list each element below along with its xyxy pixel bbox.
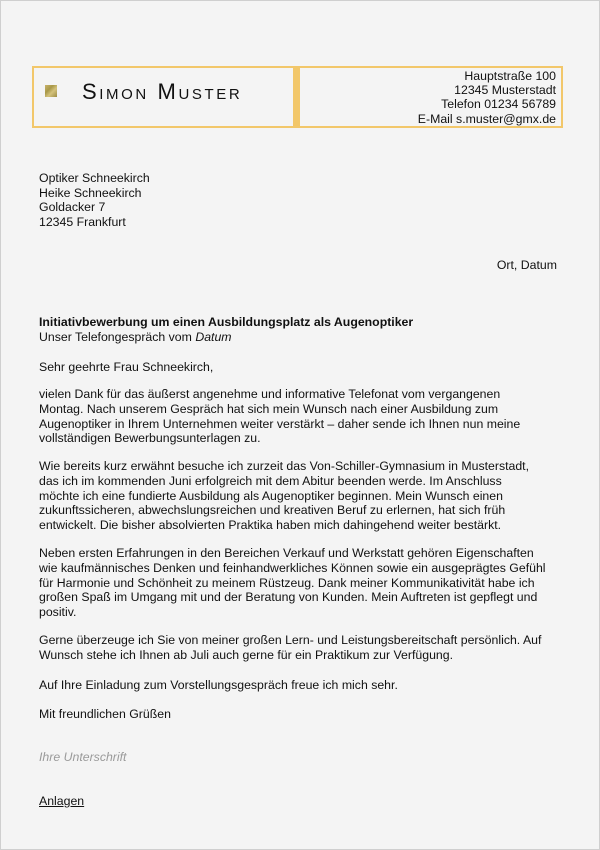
sender-phone: Telefon 01234 56789: [441, 97, 556, 112]
place-date: Ort, Datum: [496, 258, 557, 272]
paragraph-line: für Harmonie und Schönheit zu meinem Rüstzeug. Dank meiner Kommunikativität habe ich: [39, 575, 535, 590]
recipient-person: Heike Schneekirch: [39, 185, 142, 200]
subject-title: Initiativbewerbung um einen Ausbildungsplatz als Augenoptiker: [39, 315, 414, 329]
sender-street: Hauptstraße 100: [464, 69, 556, 83]
sender-name: Simon Muster: [82, 79, 243, 104]
paragraph-5: [39, 678, 569, 693]
paragraph-line: Wunsch stehe ich Ihnen ab Juli auch gerne für ein Praktikum zur Verfügung.: [39, 647, 454, 662]
paragraph-line: vollständigen Bewerbungsunterlagen zu.: [39, 431, 261, 446]
recipient-street: Goldacker 7: [39, 200, 106, 215]
closing-line: Mit freundlichen Grüßen: [39, 707, 171, 721]
subject-reference-prefix: Unser Telefongespräch vom: [39, 330, 196, 344]
paragraph-line: Montag. Nach unserem Gespräch hat sich mein Wunsch nach einer Ausbildung zum: [39, 401, 499, 416]
sender-email: E-Mail s.muster@gmx.de: [417, 111, 556, 126]
paragraph-line: großen Spaß im Umgang mit und der Beratung von Kunden. Mein Auftreten ist gepflegt und: [39, 590, 538, 605]
paragraph-3: [39, 546, 569, 620]
letterhead-divider: [293, 68, 300, 126]
paragraph-2: [39, 459, 569, 533]
attachments-label: Anlagen: [39, 794, 85, 808]
sender-contact: [418, 69, 556, 126]
signature-placeholder: Ihre Unterschrift: [39, 750, 127, 764]
recipient-city: 12345 Frankfurt: [39, 214, 126, 229]
paragraph-line: entwickelt. Die bisher absolvierten Praktika haben mich dahingehend weiter bestärkt.: [39, 518, 502, 533]
closing: [39, 707, 569, 722]
recipient-address: [39, 171, 150, 229]
paragraph-4: [39, 633, 569, 663]
paragraph-line: Wie bereits kurz erwähnt besuche ich zurzeit das Von-Schiller-Gymnasium in Musterstadt,: [39, 459, 530, 473]
paragraph-line: Neben ersten Erfahrungen in den Bereichen Verkauf und Werkstatt gehören Eigenschaften: [39, 546, 534, 560]
paragraph-1: [39, 387, 569, 446]
letterhead-contact-section: [300, 68, 561, 126]
recipient-company: Optiker Schneekirch: [39, 171, 150, 185]
paragraph-line: Augenoptiker in Ihrem Unternehmen weiter verstärkt – daher sende ich Ihnen nun meine: [39, 416, 521, 431]
subject-reference-date: Datum: [195, 330, 232, 344]
sender-city: 12345 Musterstadt: [454, 83, 556, 98]
paragraph-line: zukunftssicheren, abwechslungsreichen und kreativen Beruf zu erlernen, hat sich früh: [39, 503, 506, 518]
gold-square-icon: [45, 85, 57, 97]
paragraph-line: Gerne überzeuge ich Sie von meiner großen Lern- und Leistungsbereitschaft persönlich. Auf: [39, 633, 542, 647]
letterhead-box: [32, 66, 563, 128]
letterhead-name-section: [34, 68, 293, 126]
salutation: Sehr geehrte Frau Schneekirch,: [39, 360, 214, 374]
paragraph-line: möchte ich eine fundierte Ausbildung als Augenoptiker beginnen. Mein Wunsch einen: [39, 488, 503, 503]
paragraph-line: Auf Ihre Einladung zum Vorstellungsgespräch freue ich mich sehr.: [39, 678, 398, 692]
paragraph-line: wie kaufmännisches Denken und feinhandwerkliches Können sowie ein ausgeprägtes Gefühl: [39, 560, 546, 575]
paragraph-line: das ich im kommenden Juni erfolgreich mit dem Abitur beenden werde. Im Anschluss: [39, 473, 502, 488]
subject-block: [39, 315, 413, 345]
paragraph-line: positiv.: [39, 605, 77, 620]
subject-reference: [39, 330, 413, 345]
paragraph-line: vielen Dank für das äußerst angenehme und informative Telefonat vom vergangenen: [39, 387, 501, 401]
